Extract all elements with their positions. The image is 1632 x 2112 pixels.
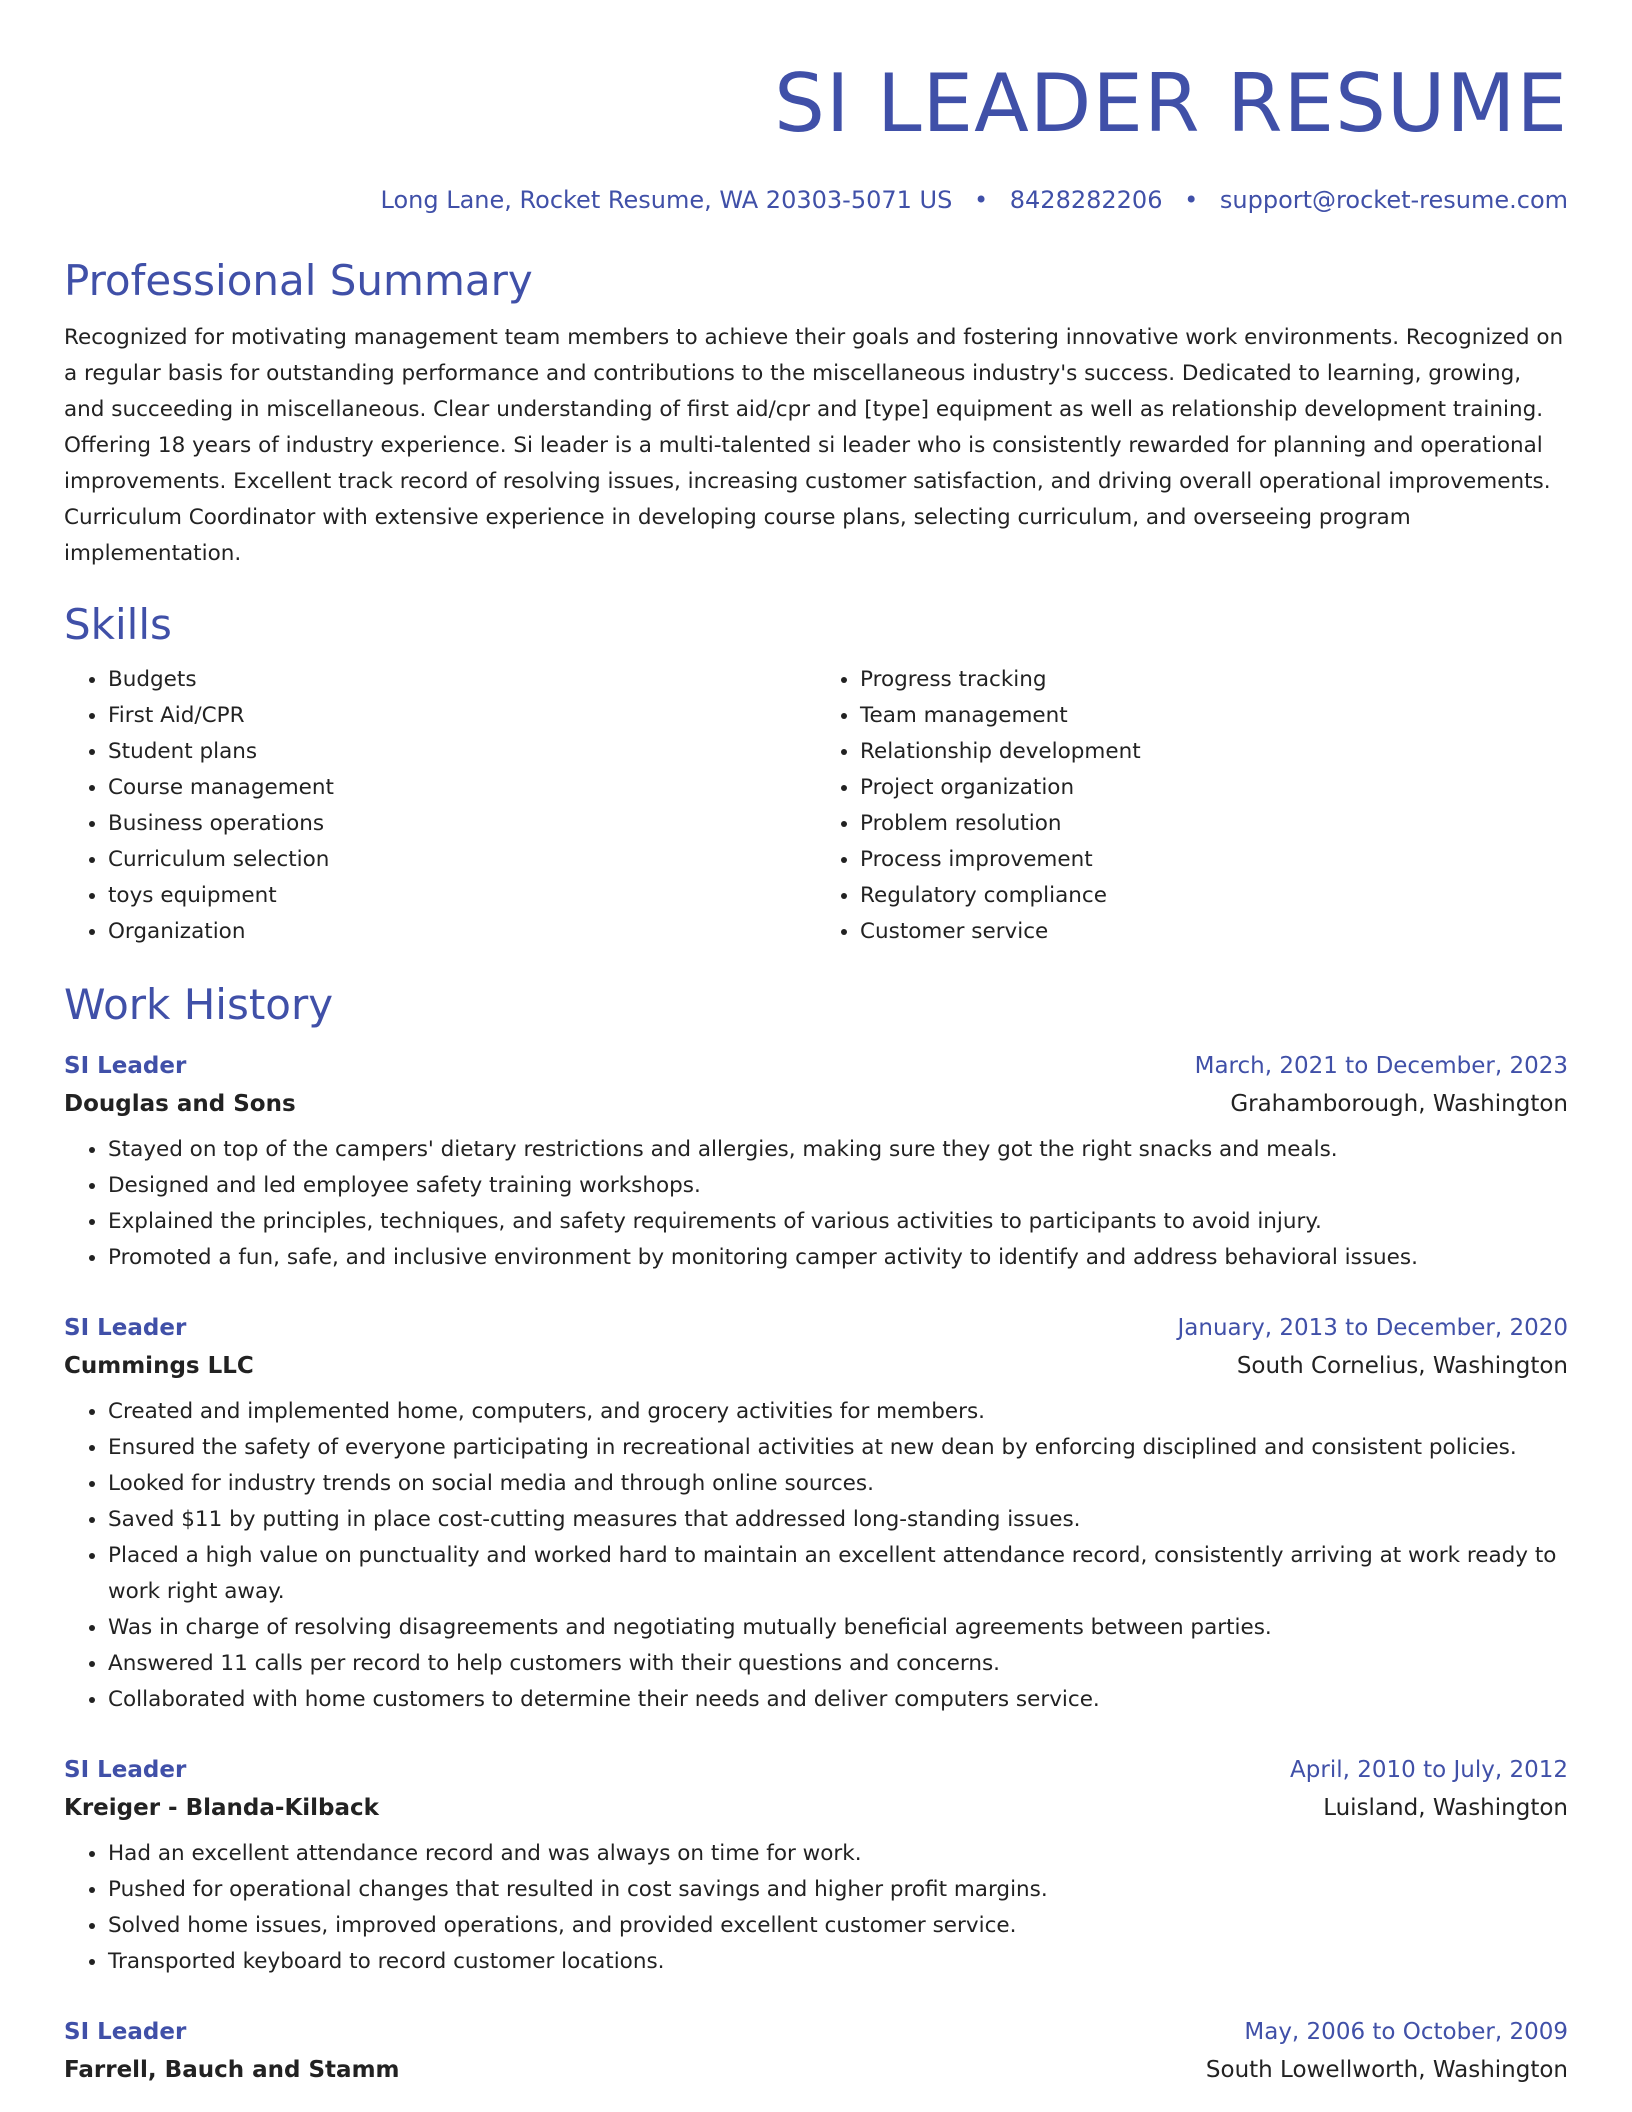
job-bullets	[64, 1836, 1568, 1980]
job-company: Farrell, Bauch and Stamm	[64, 2057, 400, 2083]
skill-item: • Regulatory compliance	[860, 878, 1568, 914]
job-bullets	[64, 1132, 1568, 1276]
job-dates: March, 2021 to December, 2023	[1194, 1053, 1568, 1079]
job-bullet: • Answered 11 calls per record to help customers with their questions and concerns.	[108, 1646, 1568, 1682]
job-company: Douglas and Sons	[64, 1091, 296, 1117]
skill-item: • Student plans	[108, 734, 816, 770]
resume-title: SI LEADER RESUME	[774, 57, 1568, 150]
skill-item: • Organization	[108, 914, 816, 950]
contact-line	[64, 184, 1568, 216]
summary-heading: Professional Summary	[64, 256, 533, 305]
job-bullet: • Looked for industry trends on social media and through online sources.	[108, 1466, 1568, 1502]
job-dates: April, 2010 to July, 2012	[1290, 1757, 1568, 1783]
job-entry	[64, 1048, 1568, 1276]
job-title: SI Leader	[64, 1757, 187, 1783]
job-bullet: • Had an excellent attendance record and was always on time for work.	[108, 1836, 1568, 1872]
contact-phone: 8428282206	[1009, 186, 1163, 214]
job-dates: January, 2013 to December, 2020	[1177, 1315, 1568, 1341]
skill-item: • Budgets	[108, 662, 816, 698]
skills-column-left	[64, 662, 816, 950]
job-bullet: • Explained the principles, techniques, and safety requirements of various activities to participants to avoid injury.	[108, 1204, 1568, 1240]
skill-item: • Customer service	[860, 914, 1568, 950]
job-dates: May, 2006 to October, 2009	[1244, 2019, 1568, 2045]
summary-text: Recognized for motivating management team members to achieve their goals and fostering innovative work environments. Recognized on a regular basis for outstanding performance and contributions to the miscellaneous industry's success. Dedicated to learning, growing, and succeeding in miscellaneous. Clear understanding of first aid/cpr and [type] equipment as well as relationship development training. Offering 18 years of industry experience. Si leader is a multi-talented si leader who is consistently rewarded for planning and operational improvements. Excellent track record of resolving issues, increasing customer satisfaction, and driving overall operational improvements. Curriculum Coordinator with extensive experience in developing course plans, selecting curriculum, and overseeing program implementation.	[64, 325, 1564, 566]
job-location: South Cornelius, Washington	[1236, 1353, 1568, 1379]
skill-item: • Business operations	[108, 806, 816, 842]
skill-item: • toys equipment	[108, 878, 816, 914]
job-bullet: • Was in charge of resolving disagreements and negotiating mutually beneficial agreements between parties.	[108, 1610, 1568, 1646]
job-bullet: • Created and implemented home, computers, and grocery activities for members.	[108, 1394, 1568, 1430]
job-bullet: • Designed and led employee safety training workshops.	[108, 1168, 1568, 1204]
skill-item: • Process improvement	[860, 842, 1568, 878]
skill-item: • Progress tracking	[860, 662, 1568, 698]
skill-item: • Problem resolution	[860, 806, 1568, 842]
job-entry	[64, 1310, 1568, 1718]
contact-address: Long Lane, Rocket Resume, WA 20303-5071 US	[380, 186, 953, 214]
job-bullet: • Pushed for operational changes that resulted in cost savings and higher profit margins.	[108, 1872, 1568, 1908]
skill-item: • Course management	[108, 770, 816, 806]
skill-item: • Relationship development	[860, 734, 1568, 770]
work-history-heading: Work History	[64, 980, 334, 1029]
skill-item: • First Aid/CPR	[108, 698, 816, 734]
contact-separator: •	[1184, 186, 1199, 214]
job-location: South Lowellworth, Washington	[1205, 2057, 1568, 2083]
job-bullets	[64, 1394, 1568, 1718]
skills-list	[64, 662, 1568, 950]
contact-separator: •	[973, 186, 989, 214]
contact-email: support@rocket-resume.com	[1219, 186, 1568, 214]
skills-column-right	[816, 662, 1568, 950]
job-bullet: • Solved home issues, improved operations, and provided excellent customer service.	[108, 1908, 1568, 1944]
job-bullet: • Transported keyboard to record customer locations.	[108, 1944, 1568, 1980]
job-company: Kreiger - Blanda-Kilback	[64, 1795, 379, 1821]
job-company: Cummings LLC	[64, 1353, 254, 1379]
resume-header	[64, 0, 1568, 216]
job-bullet: • Placed a high value on punctuality and worked hard to maintain an excellent attendance record, consistently arriving at work ready to work right away.	[108, 1538, 1568, 1610]
job-bullet: • Ensured the safety of everyone participating in recreational activities at new dean by enforcing disciplined and consistent policies.	[108, 1430, 1568, 1466]
job-entry	[64, 2014, 1568, 2090]
job-bullet: • Collaborated with home customers to determine their needs and deliver computers service.	[108, 1682, 1568, 1718]
job-bullet: • Saved $11 by putting in place cost-cutting measures that addressed long-standing issues.	[108, 1502, 1568, 1538]
skills-heading: Skills	[64, 600, 172, 649]
job-title: SI Leader	[64, 2019, 187, 2045]
job-title: SI Leader	[64, 1053, 187, 1079]
skill-item: • Team management	[860, 698, 1568, 734]
job-location: Luisland, Washington	[1323, 1795, 1568, 1821]
skill-item: • Project organization	[860, 770, 1568, 806]
job-entry	[64, 1752, 1568, 1980]
job-bullet: • Stayed on top of the campers' dietary restrictions and allergies, making sure they got the right snacks and meals.	[108, 1132, 1568, 1168]
job-bullet: • Promoted a fun, safe, and inclusive environment by monitoring camper activity to identify and address behavioral issues.	[108, 1240, 1568, 1276]
job-location: Grahamborough, Washington	[1230, 1091, 1568, 1117]
skill-item: • Curriculum selection	[108, 842, 816, 878]
job-title: SI Leader	[64, 1315, 187, 1341]
